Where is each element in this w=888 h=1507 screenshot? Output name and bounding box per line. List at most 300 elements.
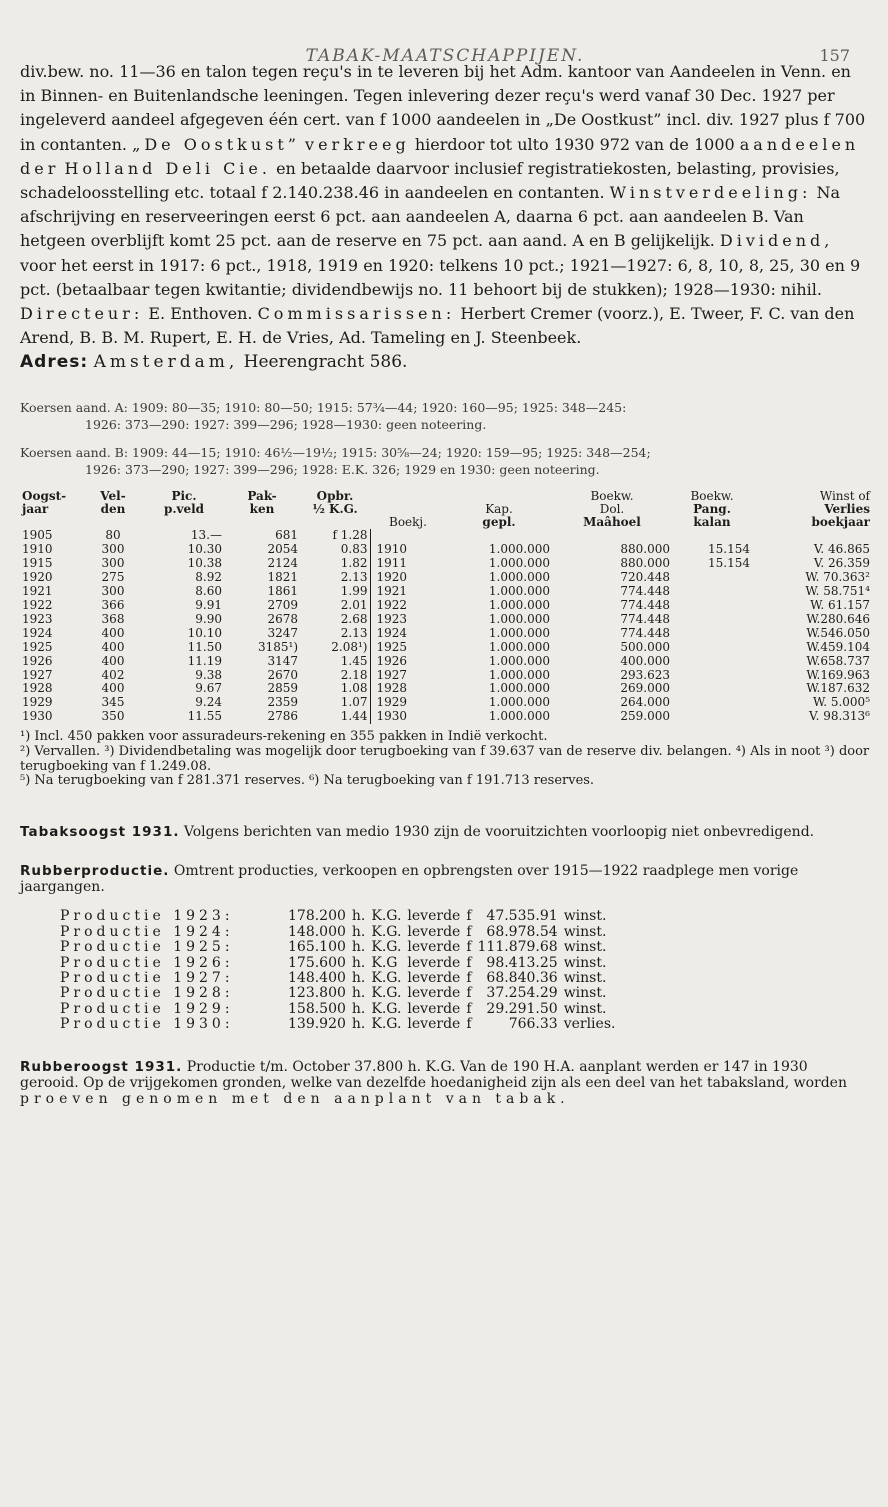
table-cell: W.658.737 [806,653,870,668]
share-quotes [20,400,870,478]
production-cell: winst. [563,954,607,971]
production-cell: f [466,1000,472,1017]
harvest-table [20,490,872,724]
table-cell: 3185¹) [257,639,298,654]
table-cell: 10.30 [187,542,222,557]
table-cell: 774.448 [620,597,670,612]
header-cell: boekjaar [811,515,870,530]
production-cell: K.G. [371,908,402,925]
table-cell: 1920 [370,571,446,585]
production-cell: f [466,939,472,956]
table-cell: 2.08¹) [331,639,368,654]
table-row [20,571,872,585]
table-cell: f 1.28 [332,528,368,543]
table-cell: 1925 [370,641,446,655]
production-cell: 29.291.50 [486,1000,558,1017]
table-cell: 1921 [370,585,446,599]
header-cell: Opbr. [316,489,354,504]
table-cell: 774.448 [620,625,670,640]
header-cell: Pang. [693,502,731,517]
table-cell: 1911 [370,557,446,571]
table-cell: 1905 [22,528,53,543]
production-cell: leverde [407,1016,461,1033]
table-cell: 1923 [22,611,53,626]
table-cell: 300 [101,542,125,557]
table-cell: 400 [101,653,125,668]
production-cell: winst. [563,1000,607,1017]
table-cell: 1.000.000 [488,597,550,612]
header-cell: Vel- [100,489,126,504]
production-cell: leverde [407,1000,461,1017]
table-cell: W. 5.000⁵ [812,695,870,710]
production-cell: Productie 1925: [60,939,234,956]
header-cell: ken [249,502,275,517]
header-cell: jaar [22,502,49,517]
production-cell: Productie 1926: [60,954,234,971]
table-cell: 1923 [370,613,446,627]
production-cell: Productie 1923: [60,908,234,925]
production-cell: leverde [407,908,461,925]
production-cell: leverde [407,923,461,940]
table-cell: 3247 [267,625,298,640]
production-cell: h. [351,939,366,956]
table-cell: 774.448 [620,584,670,599]
table-cell: 1.07 [340,695,368,710]
table-cell: 1926 [370,655,446,669]
table-cell: 2.13 [340,625,368,640]
label-dividend: Dividend, [719,231,834,251]
production-cell: 111.879.68 [477,939,558,956]
production-cell: 175.600 [288,954,346,971]
rubberproductie-text: Omtrent producties, verkoopen en opbrengsten over 1915—1922 raadplege men vorige jaargangen. [20,863,799,895]
table-cell: 80 [105,528,121,543]
rubberoogst-section [20,1059,870,1107]
tabaksoogst-text: Volgens berichten van medio 1930 zijn de vooruitzichten voorloopig niet onbevredigend. [183,823,815,840]
table-cell: 1.44 [340,709,368,724]
table-cell: 2124 [267,556,298,571]
table-cell: 0.83 [340,542,368,557]
table-cell: W.280.646 [806,611,870,626]
table-cell: 11.50 [187,639,222,654]
table-cell: 1915 [22,556,53,571]
table-cell [672,641,752,655]
table-cell: 275 [101,570,125,585]
table-row [20,682,872,696]
table-cell: 1928 [370,682,446,696]
page-header [20,0,870,66]
table-cell: W.459.104 [806,639,870,654]
header-cell: kalan [693,515,731,530]
table-cell [672,682,752,696]
production-cell: winst. [563,908,607,925]
table-cell: 1.000.000 [488,556,550,571]
production-cell: leverde [407,954,461,971]
production-cell: h. [351,908,366,925]
rubberoogst-text: Productie t/m. October 37.800 h. K.G. Van de 190 H.A. aanplant werden er 147 in 1930 gerooid. Op de vrijgekomen gronden, welke van dezelfde hoedanigheid zijn als een deel van het tabaksland, worden [20,1058,847,1091]
production-cell: winst. [563,923,607,940]
text-oostkust: „De Oostkust” [132,134,300,154]
table-cell: 1922 [370,599,446,613]
production-cell: leverde [407,970,461,987]
table-cell: 10.10 [187,625,222,640]
table-cell [752,529,872,543]
table-cell: 400 [101,681,125,696]
header-cell: gepl. [482,515,516,530]
production-cell: h. [351,923,366,940]
table-row [20,585,872,599]
table-cell: 2.01 [340,597,368,612]
production-cell: h. [351,985,366,1002]
table-cell: 1.000.000 [488,681,550,696]
production-row [60,1002,621,1017]
table-cell: 9.67 [195,681,222,696]
production-cell: 178.200 [288,908,346,925]
table-cell: 1924 [370,627,446,641]
production-row [60,909,621,924]
rubberproductie-section [20,864,870,895]
table-cell: 9.24 [195,695,222,710]
production-cell: K.G. [371,1000,402,1017]
production-cell: f [466,1016,472,1033]
tabaksoogst-section [20,825,870,841]
table-cell: W. 70.363² [805,570,870,585]
production-cell: 37.254.29 [486,985,558,1002]
table-header-bottom [20,516,872,529]
production-cell: 139.920 [288,1016,346,1033]
table-cell: 1.000.000 [488,625,550,640]
production-cell: 158.500 [288,1000,346,1017]
table-cell: 2859 [267,681,298,696]
production-cell: 98.413.25 [486,954,558,971]
table-cell: 11.19 [187,653,222,668]
production-cell: 47.535.91 [486,908,558,925]
table-cell: 8.60 [195,584,222,599]
table-cell: 2786 [267,709,298,724]
label-winstverdeeling: Winstverdeeling: [609,183,812,203]
quote-b-line1: Koersen aand. B: 1909: 44—15; 1910: 46½—19½; 1915: 30⅝—24; 1920: 159—95; 1925: 348—254; [20,445,651,461]
table-cell: 1930 [22,709,53,724]
table-body [20,529,872,724]
text-p6: E. Enthoven. [148,304,253,324]
text-p5: voor het eerst in 1917: 6 pct., 1918, 1919 en 1920: telkens 10 pct.; 1921—1927: 6, 8, 10, 8, 25, 30 en 9 pct. (betaalbaar tegen kwitantie; dividendbewijs no. 11 behoort bij de stukken); 1928—1930: nihil. [20,255,861,299]
table-cell: 1.000.000 [488,584,550,599]
table-row [20,627,872,641]
production-cell: leverde [407,985,461,1002]
production-cell: winst. [563,985,607,1002]
footnotes [20,730,870,789]
production-cell: K.G. [371,985,402,1002]
table-cell: 1922 [22,597,53,612]
production-cell: winst. [563,939,607,956]
footnote-2: ²) Vervallen. ³) Dividendbetaling was mogelijk door terugboeking van f 39.637 van de reserve div. belangen. ⁴) Als in noot ³) door terugboeking van f 1.249.08. [20,743,870,774]
production-cell: 148.400 [288,970,346,987]
production-cell: h. [351,970,366,987]
production-cell: K.G. [371,970,402,987]
table-cell: V. 46.865 [813,542,870,557]
production-cell: 68.840.36 [486,970,558,987]
table-cell: 720.448 [620,570,670,585]
production-row [60,925,621,940]
table-cell: 1924 [22,625,53,640]
table-cell [370,529,446,543]
text-p7: Herbert Cremer (voorz.), E. Tweer, F. C. van den Arend, B. B. M. Rupert, E. H. de Vries, Ad. Tameling en J. Steenbeek. [20,304,855,348]
table-cell: 9.91 [195,597,222,612]
rubberoogst-label: Rubberoogst 1931. [20,1058,183,1075]
table-cell: 1910 [22,542,53,557]
table-cell: 1927 [22,667,53,682]
table-cell: 400 [101,639,125,654]
table-cell: W.169.963 [806,667,870,682]
table-cell: 2054 [267,542,298,557]
table-cell [672,696,752,710]
table-cell: 1.08 [340,681,368,696]
production-cell: leverde [407,939,461,956]
header-cell: Winst of [819,489,870,504]
production-cell: winst. [563,970,607,987]
header-cell [370,490,446,503]
production-cell: Productie 1930: [60,1016,234,1033]
header-cell: den [100,502,126,517]
table-cell: 1821 [267,570,298,585]
table-cell: 264.000 [620,695,670,710]
table-cell: 1921 [22,584,53,599]
table-cell: 500.000 [620,639,670,654]
table-cell: 1920 [22,570,53,585]
table-cell [672,613,752,627]
production-cell: f [466,970,472,987]
quote-b-line2: 1926: 373—290; 1927: 399—296; 1928: E.K. 326; 1929 en 1930: geen noteering. [85,461,600,477]
quote-a-line1: Koersen aand. A: 1909: 80—35; 1910: 80—50; 1915: 57¾—44; 1920: 160—95; 1925: 348—245: [20,400,627,416]
footnote-3: ⁵) Na terugboeking van f 281.371 reserves. ⁶) Na terugboeking van f 191.713 reserves. [20,773,595,789]
table-cell: 3147 [267,653,298,668]
text-p1: div.bew. no. 11—36 en talon tegen reçu's in te leveren bij het Adm. kantoor van Aandeelen in Venn. en in Binnen- en Buitenlandsche leeningen. Tegen inlevering dezer reçu's werd vanaf 30 Dec. 1927 per ingeleverd aandeel afgegeven één cert. van f 1000 aandeelen in „De Oostkust” incl. div. 1927 plus f 700 in contanten. [20,62,866,154]
table-cell: W.546.050 [806,625,870,640]
table-cell: W. 58.751⁴ [805,584,870,599]
quote-a-line2: 1926: 373—290: 1927: 399—296; 1928—1930: geen noteering. [85,416,487,432]
running-title: TABAK-MAATSCHAPPIJEN. [305,46,585,66]
production-cell: f [466,954,472,971]
table-cell: 1.000.000 [488,653,550,668]
table-cell: 1.000.000 [488,667,550,682]
table-cell: 1929 [22,695,53,710]
table-cell: 1930 [370,710,446,724]
header-cell: p.veld [163,502,205,517]
production-cell: 165.100 [288,939,346,956]
table-cell: 1925 [22,639,53,654]
production-row [60,956,621,971]
table-cell: 1.000.000 [488,611,550,626]
table-cell: 1.82 [340,556,368,571]
table-cell: 350 [101,709,125,724]
address-city: Amsterdam, [93,352,239,373]
tabaksoogst-label: Tabaksoogst 1931. [20,823,180,840]
table-cell: 774.448 [620,611,670,626]
text-holland: Holland Deli Cie. [64,158,271,178]
table-cell: 1861 [267,584,298,599]
table-cell: 2709 [267,597,298,612]
table-cell: 269.000 [620,681,670,696]
table-cell: 368 [101,611,125,626]
address-line [20,350,870,374]
production-cell: f [466,908,472,925]
table-cell: 1926 [22,653,53,668]
footnote-1: ¹) Incl. 450 pakken voor assuradeurs-rekening en 355 pakken in Indië verkocht. [20,729,548,745]
table-cell: 400 [101,625,125,640]
table-cell [552,529,672,543]
table-cell [672,627,752,641]
table-cell: 9.38 [195,667,222,682]
production-row [60,940,621,955]
production-cell: 123.800 [288,985,346,1002]
table-row [20,613,872,627]
table-cell: 15.154 [708,542,750,557]
production-cell: K.G. [371,1016,402,1033]
table-cell: 681 [275,528,298,543]
production-cell: K.G. [371,939,402,956]
text-verkreeg: verkreeg [305,134,410,154]
table-row [20,557,872,571]
header-cell: Kap. [485,502,513,517]
text-p4: Na afschrijving en reserveeringen eerst 6 pct. aan aandeelen A, daarna 6 pct. aan aandeelen B. Van hetgeen overblijft komt 25 pct. aan de reserve en 75 pct. aan aand. A en B gelijkelijk. [20,183,841,251]
text-der: der [20,158,60,178]
production-cell: Productie 1928: [60,985,234,1002]
header-cell: Oogst- [22,489,67,504]
header-cell: Dol. [599,502,625,517]
table-row [20,710,872,724]
table-cell: 366 [101,597,125,612]
table-header-top [20,490,872,503]
header-cell: Pak- [247,489,277,504]
table-cell [672,529,752,543]
table-row [20,641,872,655]
table-cell: 2359 [267,695,298,710]
table-row [20,655,872,669]
table-cell [672,669,752,683]
table-cell [446,529,552,543]
production-cell: 148.000 [288,923,346,940]
production-cell: 766.33 [508,1016,558,1033]
table-cell: 2.18 [340,667,368,682]
table-cell: 345 [101,695,125,710]
production-row [60,1017,621,1032]
production-table [60,909,621,1032]
table-cell: 2.68 [340,611,368,626]
production-row [60,971,621,986]
text-p2: hierdoor tot ulto 1930 972 van de 1000 [414,134,735,154]
table-cell: 1.45 [340,653,368,668]
production-cell: K.G. [371,923,402,940]
table-cell [672,655,752,669]
header-cell: Boekj. [389,515,427,530]
address-label: Adres: [20,352,89,373]
production-cell: h. [351,1000,366,1017]
production-cell: h. [351,954,366,971]
table-cell: 9.90 [195,611,222,626]
table-cell: 1.99 [340,584,368,599]
table-row [20,529,872,543]
table-cell: 1.000.000 [488,709,550,724]
header-cell: Boekw. [590,489,634,504]
header-cell: Verlies [824,502,870,517]
production-cell: f [466,985,472,1002]
table-cell [672,710,752,724]
table-cell: 15.154 [708,556,750,571]
production-cell: verlies. [563,1016,616,1033]
page-number: 157 [819,46,850,65]
table-cell: 8.92 [195,570,222,585]
table-cell: 2670 [267,667,298,682]
table-row [20,696,872,710]
table-cell: 300 [101,556,125,571]
table-cell: V. 98.313⁶ [809,709,870,724]
table-cell [672,571,752,585]
header-cell: Pic. [171,489,197,504]
production-row [60,986,621,1001]
table-cell: 880.000 [620,542,670,557]
table-cell: 11.55 [187,709,222,724]
text-aandeelen: aandeelen [739,134,860,154]
table-cell: 13.— [190,528,222,543]
header-cell: Maâhoel [583,515,641,530]
production-body [60,909,621,1032]
label-commissarissen: Commissarissen: [257,304,456,324]
table-cell: 880.000 [620,556,670,571]
table-cell: 1.000.000 [488,639,550,654]
production-cell: 68.978.54 [486,923,558,940]
table-cell: 1927 [370,669,446,683]
table-cell: 1.000.000 [488,695,550,710]
table-row [20,599,872,613]
table-cell: 1928 [22,681,53,696]
table-cell: W. 61.157 [810,597,870,612]
table-cell: 1929 [370,696,446,710]
production-cell: h. [351,1016,366,1033]
table-row [20,543,872,557]
quote-shares-b [20,445,870,478]
table-cell: 293.623 [620,667,670,682]
address-street: Heerengracht 586. [243,352,408,373]
table-cell: 400.000 [620,653,670,668]
table-row [20,669,872,683]
label-directeur: Directeur: [20,304,144,324]
table-cell: W.187.632 [806,681,870,696]
text-p3: en betaalde daarvoor inclusief registratiekosten, belasting, provisies, schadeloosstelling etc. totaal f 2.140.238.46 in aandeelen en contanten. [20,158,840,203]
quote-shares-a [20,400,870,433]
table-cell: 2678 [267,611,298,626]
table-cell [672,585,752,599]
production-cell: Productie 1927: [60,970,234,987]
table-cell: V. 26.359 [813,556,870,571]
table-cell: 1.000.000 [488,570,550,585]
table-cell [672,599,752,613]
production-cell: f [466,923,472,940]
production-cell: Productie 1924: [60,923,234,940]
table-header-mid [20,503,872,516]
table-cell: 259.000 [620,709,670,724]
header-cell: Boekw. [690,489,734,504]
table-cell: 402 [101,667,125,682]
production-cell: K.G [371,954,398,971]
rubberoogst-spread-text: proeven genomen met den aanplant van tabak. [20,1090,570,1107]
table-cell: 1910 [370,543,446,557]
table-cell: 1.000.000 [488,542,550,557]
table-cell: 2.13 [340,570,368,585]
header-cell: ½ K.G. [312,502,358,517]
production-cell: Productie 1929: [60,1000,234,1017]
table-cell: 10.38 [187,556,222,571]
rubberproductie-label: Rubberproductie. [20,863,170,880]
company-description [20,60,870,350]
